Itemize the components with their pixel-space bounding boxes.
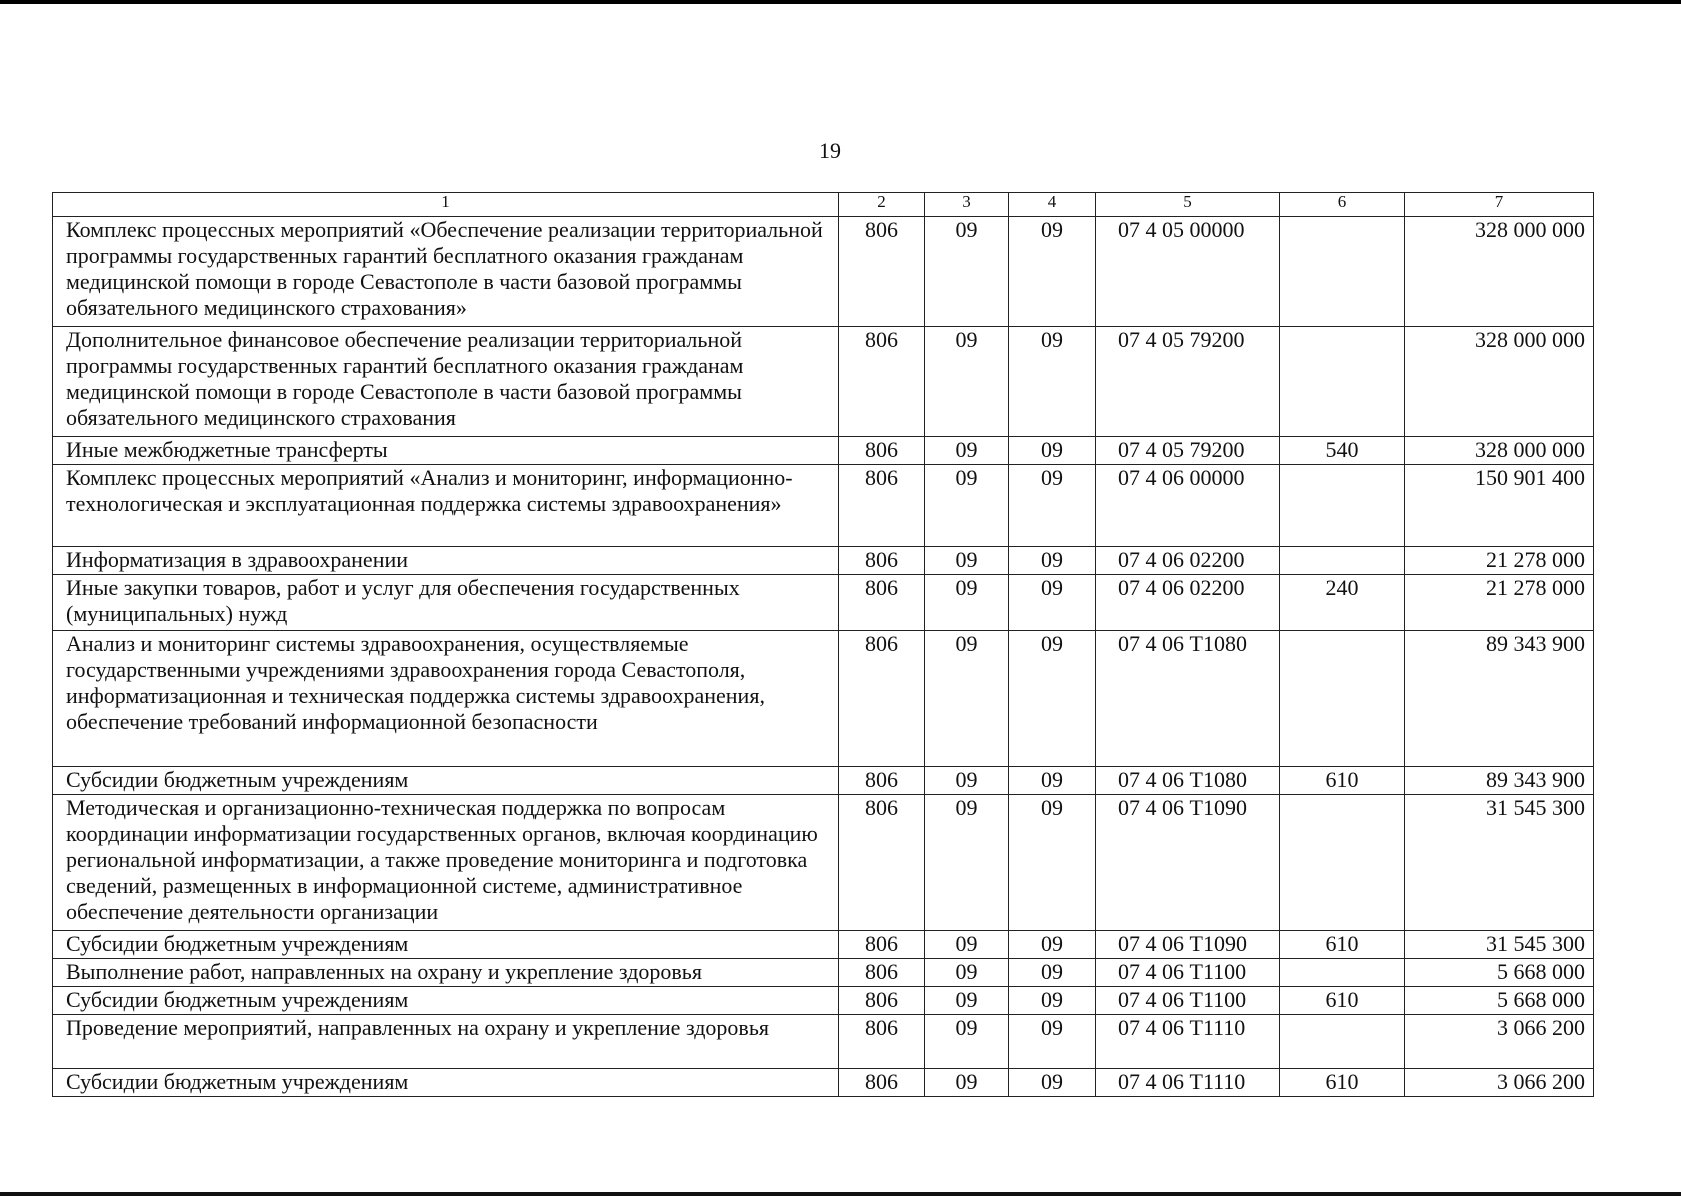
top-scan-border	[0, 0, 1681, 4]
row-amount: 89 343 900	[1405, 631, 1594, 767]
row-section: 09	[925, 987, 1009, 1015]
row-name: Анализ и мониторинг системы здравоохранения, осуществляемые государственными учреждениями здравоохранения города Севастополя, информатизационная и техническая поддержка системы здравоохранения, обеспечение требований информационной безопасности	[53, 631, 839, 767]
row-name: Методическая и организационно-техническая поддержка по вопросам координации информатизации государственных органов, включая координацию региональной информатизации, а также проведение мониторинга и подготовка сведений, размещенных в информационной системе, административное обеспечение деятельности организации	[53, 795, 839, 931]
header-col-4: 4	[1009, 193, 1096, 217]
row-expense-type: 610	[1280, 1069, 1405, 1097]
row-expense-type: 540	[1280, 437, 1405, 465]
row-amount: 150 901 400	[1405, 465, 1594, 547]
row-expense-type: 610	[1280, 767, 1405, 795]
table-row	[53, 327, 1594, 437]
row-target-code: 07 4 06 Т1100	[1096, 987, 1280, 1015]
table-row	[53, 217, 1594, 327]
row-subsection: 09	[1009, 931, 1096, 959]
row-ministry: 806	[839, 465, 925, 547]
table-row	[53, 767, 1594, 795]
row-subsection: 09	[1009, 327, 1096, 437]
row-section: 09	[925, 1015, 1009, 1069]
table-row	[53, 987, 1594, 1015]
row-section: 09	[925, 465, 1009, 547]
row-subsection: 09	[1009, 795, 1096, 931]
row-target-code: 07 4 06 Т1110	[1096, 1069, 1280, 1097]
table-row	[53, 1015, 1594, 1069]
row-name: Дополнительное финансовое обеспечение реализации территориальной программы государственных гарантий бесплатного оказания гражданам медицинской помощи в городе Севастополе в части базовой программы обязательного медицинского страхования	[53, 327, 839, 437]
row-expense-type	[1280, 795, 1405, 931]
row-subsection: 09	[1009, 631, 1096, 767]
row-name: Комплекс процессных мероприятий «Анализ и мониторинг, информационно-технологическая и эксплуатационная поддержка системы здравоохранения»	[53, 465, 839, 547]
row-subsection: 09	[1009, 547, 1096, 575]
row-section: 09	[925, 217, 1009, 327]
row-target-code: 07 4 06 00000	[1096, 465, 1280, 547]
row-expense-type	[1280, 631, 1405, 767]
row-target-code: 07 4 06 Т1100	[1096, 959, 1280, 987]
row-subsection: 09	[1009, 767, 1096, 795]
row-ministry: 806	[839, 547, 925, 575]
header-col-3: 3	[925, 193, 1009, 217]
table-row	[53, 795, 1594, 931]
row-target-code: 07 4 06 Т1110	[1096, 1015, 1280, 1069]
row-subsection: 09	[1009, 1015, 1096, 1069]
row-amount: 3 066 200	[1405, 1069, 1594, 1097]
row-subsection: 09	[1009, 217, 1096, 327]
table-row	[53, 575, 1594, 631]
row-subsection: 09	[1009, 987, 1096, 1015]
row-target-code: 07 4 05 00000	[1096, 217, 1280, 327]
row-name: Информатизация в здравоохранении	[53, 547, 839, 575]
budget-table	[52, 192, 1594, 1097]
row-ministry: 806	[839, 767, 925, 795]
row-amount: 328 000 000	[1405, 217, 1594, 327]
header-row	[53, 193, 1594, 217]
row-name: Иные межбюджетные трансферты	[53, 437, 839, 465]
row-amount: 89 343 900	[1405, 767, 1594, 795]
row-ministry: 806	[839, 1015, 925, 1069]
row-subsection: 09	[1009, 437, 1096, 465]
row-subsection: 09	[1009, 959, 1096, 987]
row-target-code: 07 4 06 02200	[1096, 547, 1280, 575]
row-ministry: 806	[839, 217, 925, 327]
row-name: Субсидии бюджетным учреждениям	[53, 987, 839, 1015]
row-section: 09	[925, 631, 1009, 767]
row-section: 09	[925, 767, 1009, 795]
table-row	[53, 631, 1594, 767]
row-section: 09	[925, 547, 1009, 575]
row-expense-type	[1280, 547, 1405, 575]
row-section: 09	[925, 437, 1009, 465]
row-target-code: 07 4 06 Т1080	[1096, 767, 1280, 795]
row-expense-type: 610	[1280, 931, 1405, 959]
row-amount: 3 066 200	[1405, 1015, 1594, 1069]
row-section: 09	[925, 959, 1009, 987]
row-target-code: 07 4 05 79200	[1096, 327, 1280, 437]
table-row	[53, 931, 1594, 959]
header-col-1: 1	[53, 193, 839, 217]
row-amount: 21 278 000	[1405, 575, 1594, 631]
row-ministry: 806	[839, 327, 925, 437]
row-ministry: 806	[839, 575, 925, 631]
row-section: 09	[925, 1069, 1009, 1097]
table-row	[53, 437, 1594, 465]
row-subsection: 09	[1009, 575, 1096, 631]
header-col-6: 6	[1280, 193, 1405, 217]
row-amount: 21 278 000	[1405, 547, 1594, 575]
row-name: Выполнение работ, направленных на охрану и укрепление здоровья	[53, 959, 839, 987]
table-row	[53, 1069, 1594, 1097]
row-target-code: 07 4 06 02200	[1096, 575, 1280, 631]
table-row	[53, 547, 1594, 575]
row-target-code: 07 4 06 Т1090	[1096, 931, 1280, 959]
row-subsection: 09	[1009, 465, 1096, 547]
row-expense-type	[1280, 1015, 1405, 1069]
row-amount: 328 000 000	[1405, 437, 1594, 465]
header-col-2: 2	[839, 193, 925, 217]
header-col-7: 7	[1405, 193, 1594, 217]
row-section: 09	[925, 327, 1009, 437]
row-amount: 5 668 000	[1405, 987, 1594, 1015]
row-target-code: 07 4 06 Т1080	[1096, 631, 1280, 767]
row-ministry: 806	[839, 959, 925, 987]
row-section: 09	[925, 795, 1009, 931]
table-row	[53, 465, 1594, 547]
row-target-code: 07 4 05 79200	[1096, 437, 1280, 465]
row-name: Проведение мероприятий, направленных на охрану и укрепление здоровья	[53, 1015, 839, 1069]
row-section: 09	[925, 931, 1009, 959]
row-subsection: 09	[1009, 1069, 1096, 1097]
row-name: Иные закупки товаров, работ и услуг для обеспечения государственных (муниципальных) нужд	[53, 575, 839, 631]
row-section: 09	[925, 575, 1009, 631]
table-row	[53, 959, 1594, 987]
row-expense-type	[1280, 217, 1405, 327]
row-ministry: 806	[839, 931, 925, 959]
row-expense-type	[1280, 327, 1405, 437]
header-col-5: 5	[1096, 193, 1280, 217]
row-name: Субсидии бюджетным учреждениям	[53, 931, 839, 959]
row-ministry: 806	[839, 1069, 925, 1097]
row-target-code: 07 4 06 Т1090	[1096, 795, 1280, 931]
row-ministry: 806	[839, 987, 925, 1015]
row-ministry: 806	[839, 795, 925, 931]
bottom-scan-border	[0, 1192, 1681, 1196]
page-number: 19	[819, 138, 841, 163]
row-expense-type	[1280, 465, 1405, 547]
row-amount: 31 545 300	[1405, 931, 1594, 959]
row-expense-type: 240	[1280, 575, 1405, 631]
row-name: Субсидии бюджетным учреждениям	[53, 767, 839, 795]
row-expense-type	[1280, 959, 1405, 987]
row-name: Комплекс процессных мероприятий «Обеспечение реализации территориальной программы государственных гарантий бесплатного оказания гражданам медицинской помощи в городе Севастополе в части базовой программы обязательного медицинского страхования»	[53, 217, 839, 327]
row-ministry: 806	[839, 437, 925, 465]
row-amount: 328 000 000	[1405, 327, 1594, 437]
row-amount: 5 668 000	[1405, 959, 1594, 987]
row-amount: 31 545 300	[1405, 795, 1594, 931]
row-expense-type: 610	[1280, 987, 1405, 1015]
row-ministry: 806	[839, 631, 925, 767]
row-name: Субсидии бюджетным учреждениям	[53, 1069, 839, 1097]
